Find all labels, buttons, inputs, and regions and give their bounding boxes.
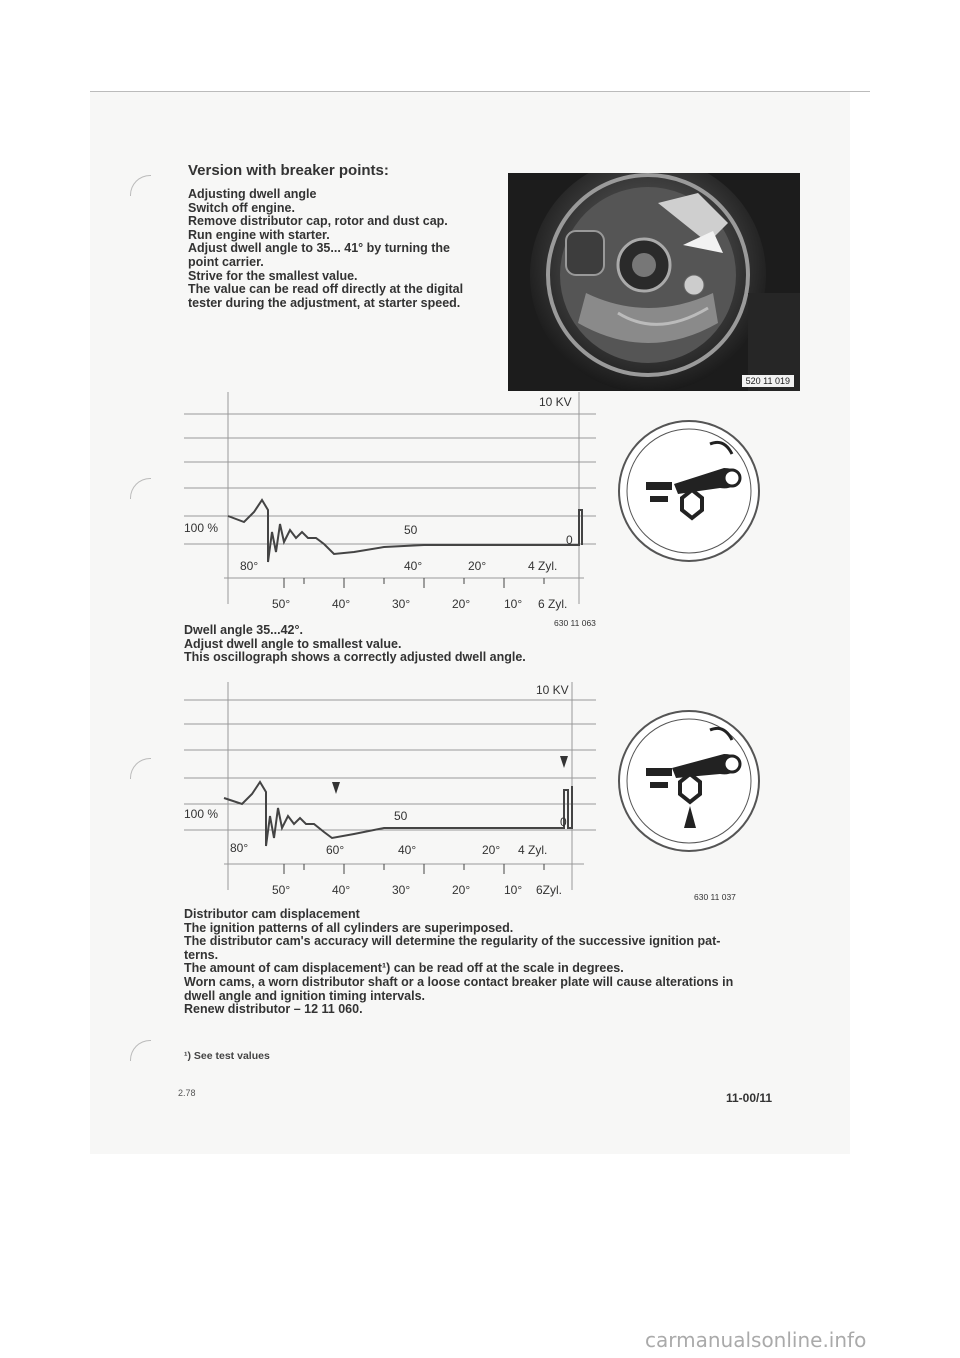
tick-4cyl: 20° (482, 843, 501, 857)
tick-4cyl: 20° (468, 559, 487, 573)
cam-displacement-icon (614, 706, 764, 856)
footer-date: 2.78 (178, 1088, 196, 1098)
tick-4cyl: 80° (240, 559, 259, 573)
footnote: ¹) See test values (184, 1050, 270, 1062)
tick-6cyl: 6 Zyl. (538, 597, 568, 611)
tick-6cyl: 40° (332, 597, 351, 611)
oscillograph-correct-dwell (184, 392, 624, 628)
text-line: Remove distributor cap, rotor and dust cap. (188, 214, 448, 229)
section-body (188, 188, 463, 310)
text-line: Distributor cam displacement (184, 907, 360, 921)
percent-label: 100 % (184, 807, 219, 821)
figure1-caption (184, 624, 526, 665)
distributor-photo (508, 173, 800, 391)
tick-4cyl: 40° (404, 559, 423, 573)
tick-4cyl: 80° (230, 841, 249, 855)
text-line: Adjust dwell angle to 35... 41° by turning the (188, 241, 450, 256)
kv-label: 10 KV (539, 395, 572, 409)
mid-label: 50 (394, 809, 408, 823)
tick-6cyl: 40° (332, 883, 351, 897)
mid-label: 50 (404, 523, 418, 537)
text-line: Dwell angle 35...42°. (184, 623, 303, 637)
text-line: The distributor cam's accuracy will determine the regularity of the successive ignition pat- (184, 934, 721, 949)
text-line: The ignition patterns of all cylinders are superimposed. (184, 920, 514, 935)
tick-6cyl: 10° (504, 883, 523, 897)
distributor-photo-drawing (508, 173, 800, 391)
tick-6cyl: 20° (452, 883, 471, 897)
section-title: Version with breaker points: (188, 162, 389, 179)
text-line: point carrier. (188, 254, 264, 269)
text-line: The value can be read off directly at the digital (188, 282, 464, 297)
text-line: terns. (184, 947, 219, 962)
tick-6cyl: 50° (272, 597, 291, 611)
footer-page-number: 11-00/11 (726, 1091, 773, 1105)
text-line: Adjusting dwell angle (188, 187, 317, 201)
tick-6cyl: 6Zyl. (536, 883, 563, 897)
watermark: carmanualsonline.info (645, 1328, 867, 1352)
breaker-cam-icon (614, 416, 764, 566)
text-line: Run engine with starter. (188, 227, 330, 242)
text-line: dwell angle and ignition timing intervals. (184, 988, 425, 1003)
tick-6cyl: 30° (392, 597, 411, 611)
figure-code: 630 11 063 (554, 618, 596, 628)
tick-4cyl: 4 Zyl. (528, 559, 558, 573)
tick-4cyl: 60° (326, 843, 345, 857)
percent-label: 100 % (184, 521, 219, 535)
kv-label: 10 KV (536, 683, 569, 697)
text-line: tester during the adjustment, at starter speed. (188, 295, 461, 310)
zero-label: 0 (566, 533, 573, 547)
oscillograph-cam-displacement (184, 682, 624, 910)
text-line: Strive for the smallest value. (188, 268, 358, 283)
cam-displacement-text (184, 908, 804, 1017)
text-line: Adjust dwell angle to smallest value. (184, 636, 402, 651)
tick-4cyl: 40° (398, 843, 417, 857)
text-line: Worn cams, a worn distributor shaft or a loose contact breaker plate will cause alterations in (184, 974, 734, 989)
figure-code: 630 11 037 (694, 892, 736, 902)
photo-code: 520 11 019 (742, 375, 794, 387)
tick-6cyl: 50° (272, 883, 291, 897)
text-line: Switch off engine. (188, 200, 295, 215)
text-line: The amount of cam displacement¹) can be read off at the scale in degrees. (184, 961, 624, 976)
tick-4cyl: 4 Zyl. (518, 843, 548, 857)
tick-6cyl: 20° (452, 597, 471, 611)
text-line: Renew distributor – 12 11 060. (184, 1002, 363, 1017)
text-line: This oscillograph shows a correctly adjusted dwell angle. (184, 650, 526, 665)
tick-6cyl: 10° (504, 597, 523, 611)
tick-6cyl: 30° (392, 883, 411, 897)
zero-label: 0 (560, 815, 567, 829)
